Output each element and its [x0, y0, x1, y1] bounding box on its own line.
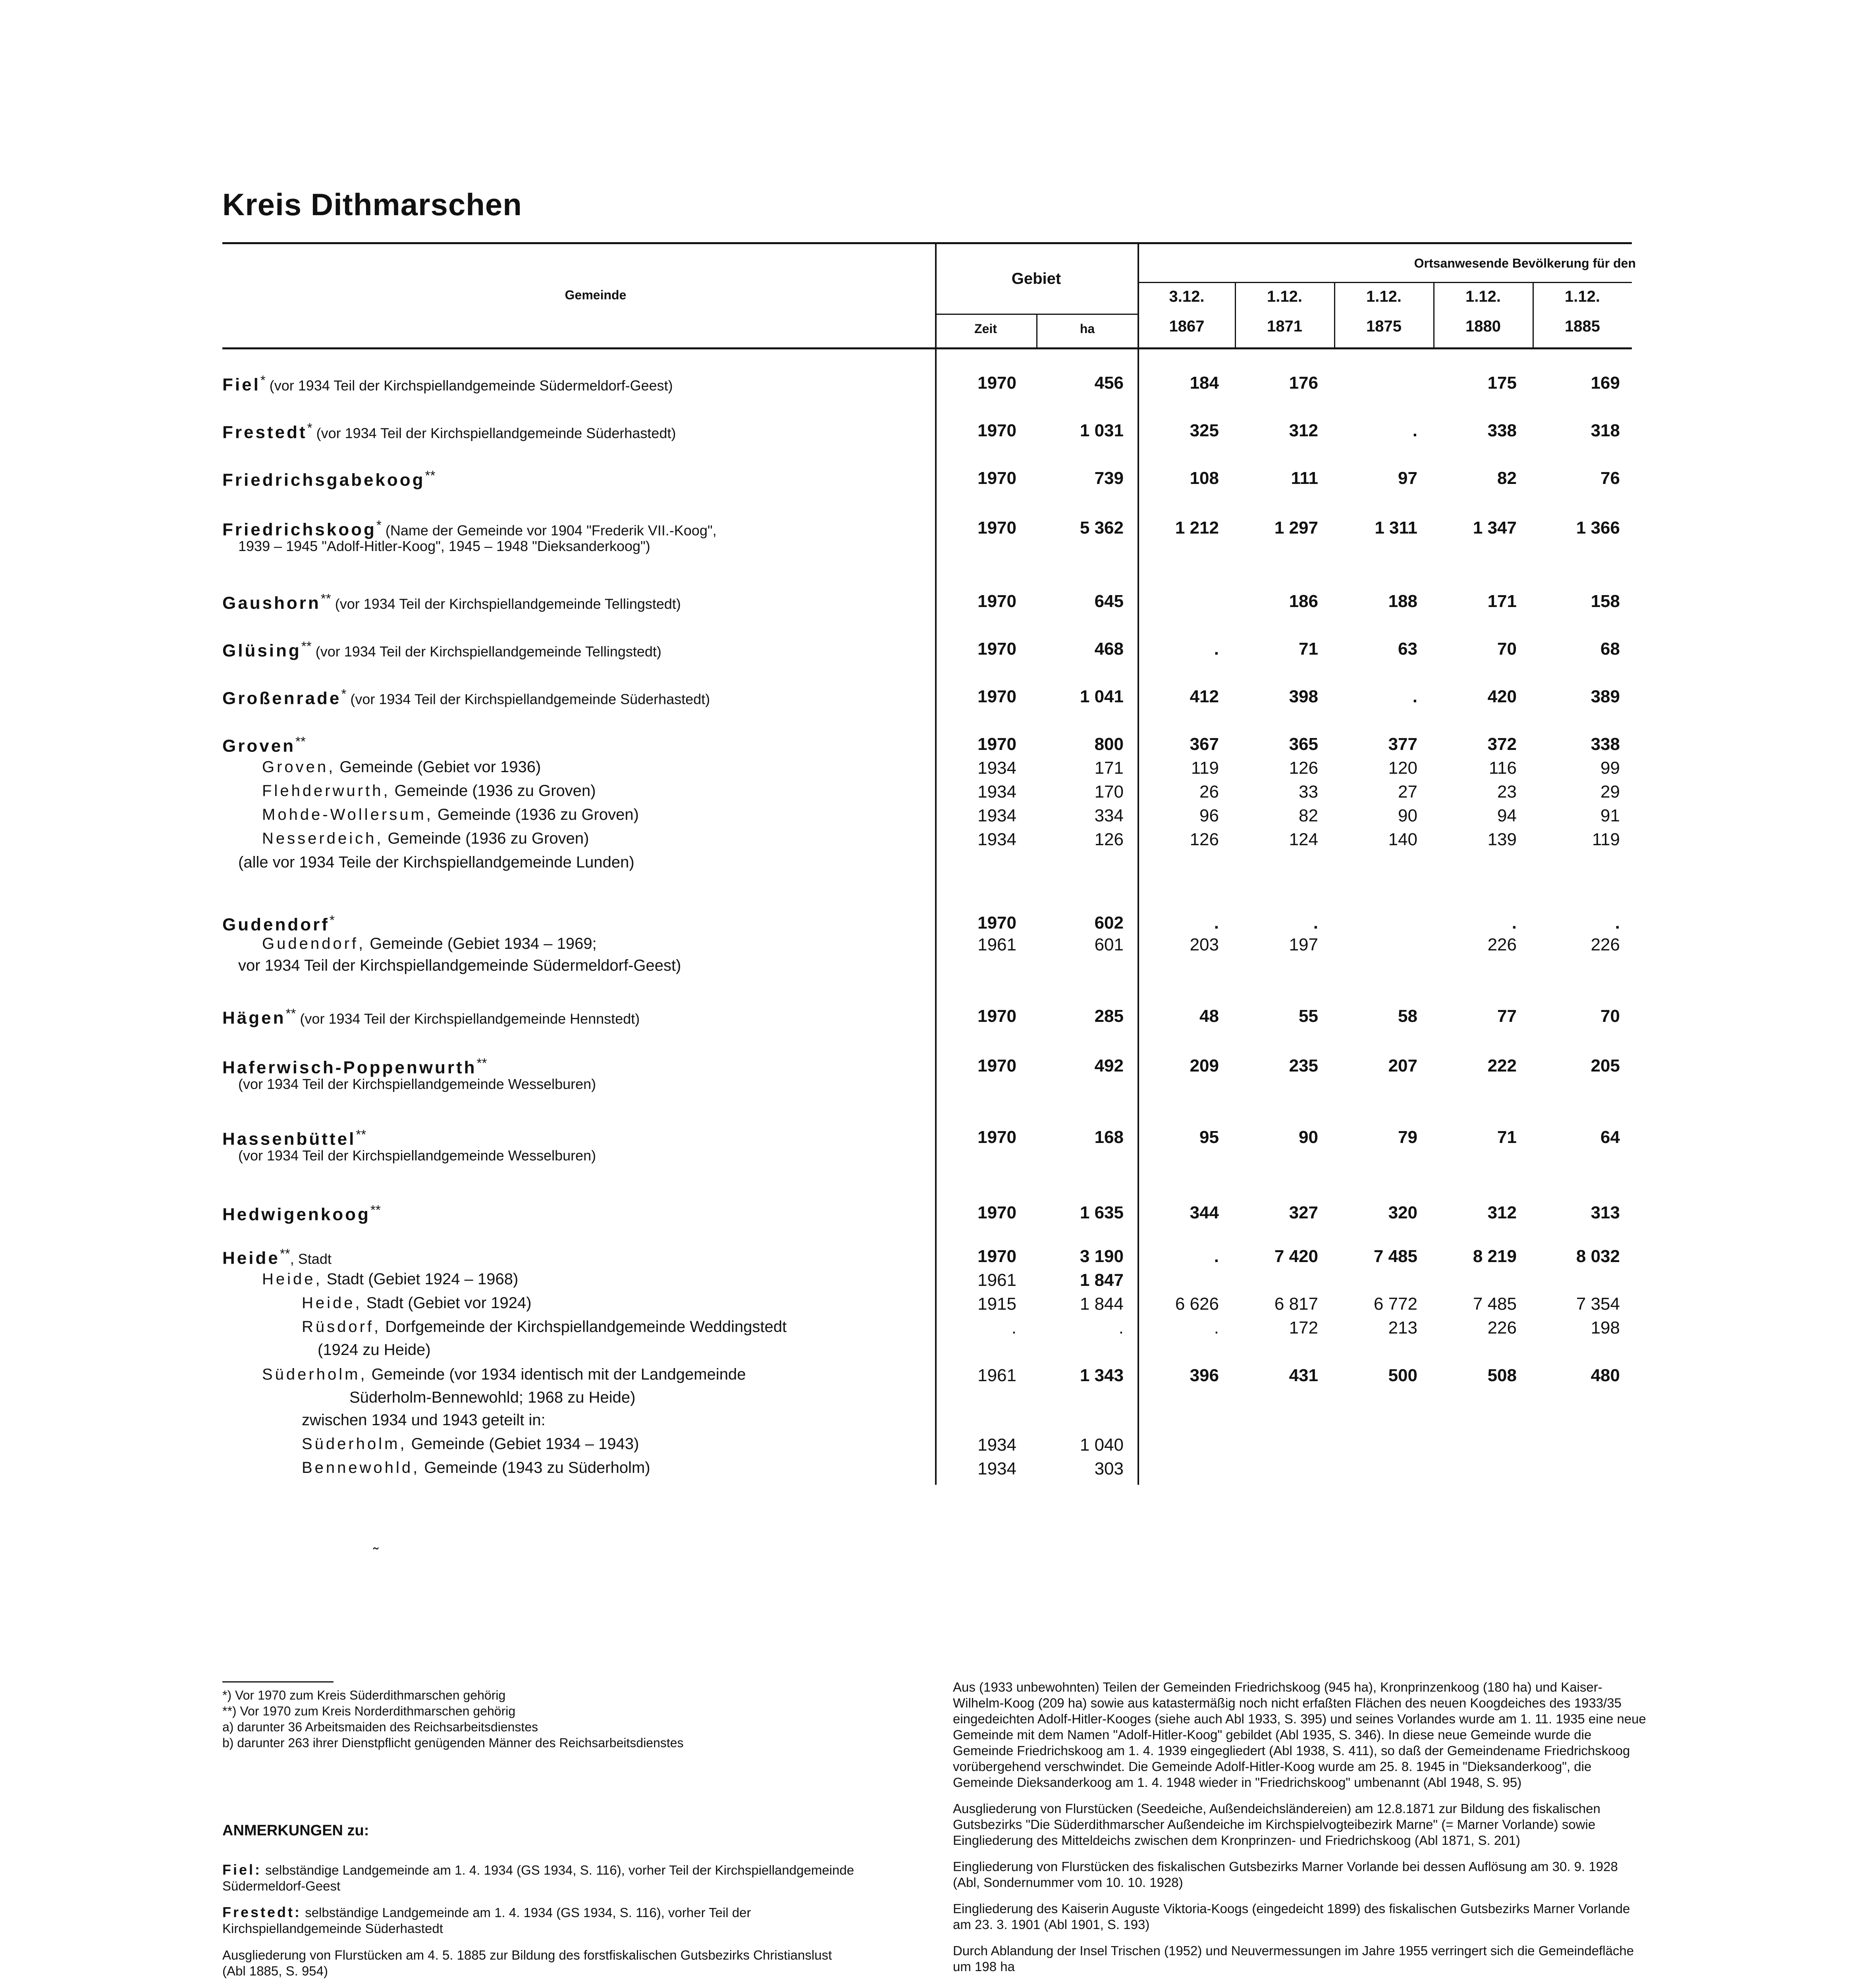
cell-zeit: 1970	[978, 687, 1016, 706]
header-bottom-rule	[222, 347, 1632, 349]
cell-ha: 5 362	[1080, 518, 1124, 538]
cell-population: 398	[1289, 687, 1318, 706]
sub-entry-name: Heide,	[302, 1294, 362, 1312]
gemeinde-note: , Stadt	[290, 1251, 332, 1267]
gemeinde-label: Gudendorf	[222, 915, 330, 935]
cell-population: 8 219	[1473, 1247, 1517, 1266]
year-1880-date: 1.12.	[1465, 288, 1501, 305]
gemeinde-label: Hedwigenkoog	[222, 1204, 370, 1224]
cell-population: 338	[1487, 421, 1517, 440]
cell-population: .	[1214, 639, 1219, 659]
cell-population: 372	[1487, 734, 1517, 754]
cell-population: .	[1214, 1247, 1219, 1266]
cell-ha: 492	[1094, 1056, 1124, 1075]
sub-cell-population: 90	[1398, 806, 1417, 825]
stray-mark: ˷	[373, 1532, 379, 1550]
sub-cell-population: 7 485	[1473, 1294, 1517, 1314]
sub-entry	[302, 1459, 650, 1477]
sub-cell-population: 226	[1487, 1318, 1517, 1337]
gemeinde-name	[222, 421, 676, 442]
cell-population: 79	[1398, 1127, 1417, 1147]
sub-entry-text: Süderholm-Bennewohld; 1968 zu Heide)	[349, 1389, 636, 1406]
sub-cell-population: 26	[1199, 782, 1219, 802]
sub-cell-population: 500	[1388, 1366, 1417, 1385]
sub-cell-zeit: 1961	[978, 935, 1016, 954]
gemeinde-mark: *	[376, 518, 382, 533]
cell-ha: 1 031	[1080, 421, 1124, 440]
sub-cell-population: 198	[1591, 1318, 1620, 1337]
gemeinde-label: Groven	[222, 736, 296, 756]
gemeinde-note: (Name der Gemeinde vor 1904 "Frederik VII.-Koog",	[381, 522, 717, 539]
sub-entry-name: Heide,	[262, 1270, 322, 1288]
sub-cell-population: 126	[1190, 830, 1219, 849]
cell-ha: 645	[1094, 592, 1124, 611]
sub-entry	[262, 1270, 518, 1288]
sub-cell-ha: 1 040	[1080, 1435, 1124, 1455]
gemeinde-note: (vor 1934 Teil der Kirchspiellandgemeinde Hennstedt)	[296, 1010, 640, 1027]
gemeinde-name	[222, 1127, 366, 1149]
note-right-paragraph: Durch Ablandung der Insel Trischen (1952) und Neuvermessungen im Jahre 1955 verringert sich die Gemeindefläche um 198 ha	[953, 1943, 1634, 1974]
footnote-2: **) Vor 1970 zum Kreis Norderdithmarschen gehörig	[222, 1704, 516, 1718]
gemeinde-mark: **	[285, 1006, 296, 1021]
gemeinde-mark: **	[476, 1056, 487, 1071]
cell-ha: 456	[1094, 373, 1124, 393]
cell-population: .	[1412, 421, 1417, 440]
sub-entry	[238, 854, 634, 871]
cell-population: .	[1313, 913, 1318, 933]
cell-population: 171	[1487, 592, 1517, 611]
sub-cell-population: 33	[1299, 782, 1318, 802]
note-text: selbständige Landgemeinde am 1. 4. 1934 (GS 1934, S. 116), vorher Teil der Kirchspiellandgemeinde Südermeldorf-Geest	[222, 1863, 854, 1893]
gemeinde-mark: *	[260, 373, 266, 388]
cell-population: 188	[1388, 592, 1417, 611]
cell-zeit: 1970	[978, 421, 1016, 440]
note-right-paragraph: Ausgliederung von Flurstücken (Seedeiche, Außendeichsländereien) am 12.8.1871 zur Bildung des fiskalischen Gutsbezirks "Die Süderdithmarscher Außendeiche im Kirchspielvogteibezirk Marne" (= Marner Vorlande) sowie Eingliederung des Mitteldeichs zwischen dem Kronprinzen- und Friedrichskoog (Abl 1871, S. 201)	[953, 1801, 1600, 1848]
note-left-paragraph	[222, 1862, 858, 1894]
year-1885-date: 1.12.	[1565, 288, 1600, 305]
footnote-rule	[222, 1681, 334, 1682]
gemeinde-note: (vor 1934 Teil der Kirchspiellandgemeinde Tellingstedt)	[311, 643, 661, 660]
sub-cell-population: 23	[1497, 782, 1517, 802]
gemeinde-label: Friedrichsgabekoog	[222, 470, 425, 490]
cell-population: 64	[1600, 1127, 1620, 1147]
sub-entry-name: Flehderwurth,	[262, 782, 390, 800]
year-1871: 1871	[1267, 318, 1302, 335]
cell-population: 235	[1289, 1056, 1318, 1075]
cell-population: 338	[1591, 734, 1620, 754]
gemeinde-label: Friedrichskoog	[222, 520, 376, 540]
sub-cell-population: 27	[1398, 782, 1417, 802]
sub-cell-zeit: 1934	[978, 1435, 1016, 1455]
sub-cell-population: 116	[1488, 758, 1517, 778]
sub-cell-population: 431	[1289, 1366, 1318, 1385]
cell-population: 108	[1190, 468, 1219, 488]
note-right-paragraph: Eingliederung von Flurstücken des fiskalischen Gutsbezirks Marner Vorlande bei dessen Auflösung am 30. 9. 1928 (Abl, Sondernummer vom 10. 10. 1928)	[953, 1859, 1618, 1890]
year-1875-date: 1.12.	[1366, 288, 1402, 305]
cell-population: 209	[1190, 1056, 1219, 1075]
sub-entry-name: Nesserdeich,	[262, 830, 384, 847]
sub-entry-name: Bennewohld,	[302, 1459, 420, 1476]
gemeinde-label: Großenrade	[222, 688, 341, 708]
sub-entry	[302, 1318, 787, 1336]
cell-population: 68	[1600, 639, 1620, 659]
gemeinde-name	[222, 518, 717, 540]
cell-population: 7 420	[1274, 1247, 1318, 1266]
cell-population: 70	[1600, 1006, 1620, 1026]
note-left-paragraph	[222, 1904, 858, 1937]
gemeinde-label: Frestedt	[222, 422, 307, 442]
sub-cell-population: 126	[1289, 758, 1318, 778]
sub-cell-population: 6 817	[1274, 1294, 1318, 1314]
cell-population: 320	[1388, 1203, 1417, 1222]
cell-zeit: 1970	[978, 592, 1016, 611]
cell-population: 367	[1190, 734, 1219, 754]
cell-population: 318	[1591, 421, 1620, 440]
sub-cell-ha: 1 844	[1080, 1294, 1124, 1314]
cell-population: 412	[1190, 687, 1219, 706]
cell-population: 420	[1487, 687, 1517, 706]
sub-cell-population: 172	[1289, 1318, 1318, 1337]
sub-cell-ha: .	[1118, 1318, 1124, 1337]
sub-entry-text: Stadt (Gebiet vor 1924)	[362, 1294, 532, 1312]
sub-entry-text: Gemeinde (Gebiet 1934 – 1969;	[365, 935, 597, 952]
sub-entry	[262, 806, 639, 824]
header-top-rule	[222, 242, 1632, 244]
note-key: Fiel:	[222, 1862, 262, 1878]
cell-zeit: 1970	[978, 1056, 1016, 1075]
years-subrule	[1138, 282, 1632, 283]
cell-population: 207	[1388, 1056, 1417, 1075]
note-right-paragraph: Eingliederung des Kaiserin Auguste Viktoria-Koogs (eingedeicht 1899) des fiskalischen Gutsbezirks Marner Vorlande am 23. 3. 1901 (Abl 1901, S. 193)	[953, 1901, 1630, 1932]
gemeinde-label: Haferwisch-Poppenwurth	[222, 1058, 477, 1077]
gemeinde-name	[222, 639, 661, 661]
cell-population: 325	[1190, 421, 1219, 440]
sub-entry-text: Dorfgemeinde der Kirchspiellandgemeinde Weddingstedt	[381, 1318, 787, 1336]
sub-entry-name: Süderholm,	[262, 1366, 367, 1383]
sub-entry-name: Gudendorf,	[262, 935, 366, 952]
cell-population: 97	[1398, 468, 1417, 488]
sub-cell-ha: 601	[1094, 935, 1124, 954]
gemeinde-note-continued: (vor 1934 Teil der Kirchspiellandgemeinde Wesselburen)	[238, 1076, 596, 1092]
sub-entry-text: Gemeinde (1936 zu Groven)	[383, 830, 589, 847]
cell-population: 8 032	[1576, 1247, 1620, 1266]
sub-cell-population: 139	[1487, 830, 1517, 849]
cell-population: 175	[1487, 373, 1517, 393]
cell-population: 48	[1199, 1006, 1219, 1026]
header-gebiet: Gebiet	[1011, 270, 1061, 287]
cell-ha: 285	[1094, 1006, 1124, 1026]
gemeinde-name	[222, 687, 710, 708]
cell-population: 327	[1289, 1203, 1318, 1222]
sub-entry-text: zwischen 1934 und 1943 geteilt in:	[302, 1411, 546, 1429]
cell-population: 63	[1398, 639, 1417, 659]
gemeinde-mark: *	[307, 421, 312, 436]
sub-cell-population: 120	[1388, 758, 1417, 778]
sub-cell-zeit: 1961	[978, 1366, 1016, 1385]
cell-zeit: 1970	[978, 518, 1016, 538]
sub-entry-name: Groven,	[262, 758, 335, 776]
sub-entry	[262, 830, 589, 848]
cell-population: .	[1412, 687, 1417, 706]
footnote-3: a) darunter 36 Arbeitsmaiden des Reichsarbeitsdienstes	[222, 1720, 538, 1734]
cell-ha: 602	[1094, 913, 1124, 933]
cell-population: 55	[1299, 1006, 1318, 1026]
sub-cell-population: 140	[1388, 830, 1417, 849]
cell-population: 377	[1388, 734, 1417, 754]
sub-cell-zeit: 1915	[978, 1294, 1016, 1314]
sub-entry-name: Rüsdorf,	[302, 1318, 381, 1336]
cell-population: 90	[1299, 1127, 1318, 1147]
sub-cell-population: 124	[1289, 830, 1318, 849]
sub-cell-population: 480	[1591, 1366, 1620, 1385]
sub-cell-population: 6 626	[1175, 1294, 1219, 1314]
note-text: Ausgliederung von Flurstücken am 4. 5. 1885 zur Bildung des forstfiskalischen Gutsbezirks Christianslust (Abl 1885, S. 954)	[222, 1948, 832, 1978]
gemeinde-name	[222, 913, 335, 935]
sub-cell-population: .	[1214, 1318, 1219, 1337]
cell-population: 1 366	[1576, 518, 1620, 538]
note-key: Frestedt:	[222, 1904, 302, 1920]
sub-cell-population: 6 772	[1373, 1294, 1417, 1314]
year-1871-date: 1.12.	[1267, 288, 1302, 305]
cell-population: 222	[1487, 1056, 1517, 1075]
cell-ha: 468	[1094, 639, 1124, 659]
cell-population: 95	[1199, 1127, 1219, 1147]
cell-population: 7 485	[1373, 1247, 1417, 1266]
sub-entry	[318, 1341, 431, 1359]
sub-cell-ha: 171	[1094, 758, 1124, 778]
cell-population: 77	[1497, 1006, 1517, 1026]
sub-cell-zeit: 1961	[978, 1270, 1016, 1290]
cell-ha: 739	[1094, 468, 1124, 488]
cell-population: 71	[1299, 639, 1318, 659]
sub-cell-ha: 334	[1094, 806, 1124, 825]
sub-cell-zeit: 1934	[978, 758, 1016, 778]
cell-population: 312	[1289, 421, 1318, 440]
gemeinde-label: Glüsing	[222, 641, 301, 661]
gemeinde-mark: **	[370, 1203, 381, 1218]
cell-population: 111	[1291, 468, 1318, 488]
gemeinde-note: (vor 1934 Teil der Kirchspiellandgemeinde Tellingstedt)	[331, 596, 681, 612]
cell-zeit: 1970	[978, 373, 1016, 393]
notes-right	[953, 1679, 1648, 1985]
cell-zeit: 1970	[978, 1006, 1016, 1026]
cell-population: 71	[1497, 1127, 1517, 1147]
sub-entry-text: Stadt (Gebiet 1924 – 1968)	[322, 1270, 519, 1288]
sub-cell-zeit: .	[1011, 1318, 1016, 1337]
gemeinde-note: (vor 1934 Teil der Kirchspiellandgemeinde Südermeldorf-Geest)	[265, 377, 673, 394]
gemeinde-mark: **	[295, 734, 306, 749]
sub-cell-population: 119	[1592, 830, 1620, 849]
cell-population: 58	[1398, 1006, 1417, 1026]
gemeinde-mark: **	[280, 1247, 290, 1261]
cell-population: 176	[1289, 373, 1318, 393]
gemeinde-note-line	[238, 1147, 596, 1164]
sub-cell-population: 226	[1487, 935, 1517, 954]
sub-cell-population: 119	[1191, 758, 1219, 778]
gemeinde-note-continued: (vor 1934 Teil der Kirchspiellandgemeinde Wesselburen)	[238, 1147, 596, 1164]
cell-ha: 1 041	[1080, 687, 1124, 706]
sub-entry	[238, 957, 681, 975]
sub-entry-text: (1924 zu Heide)	[318, 1341, 431, 1359]
gemeinde-label: Hassenbüttel	[222, 1129, 356, 1149]
sub-entry	[262, 935, 597, 953]
cell-population: 158	[1591, 592, 1620, 611]
gemeinde-name	[222, 734, 306, 756]
gemeinde-name	[222, 468, 436, 490]
sub-cell-population: 508	[1487, 1366, 1517, 1385]
sub-cell-population: 7 354	[1576, 1294, 1620, 1314]
gemeinde-mark: **	[425, 468, 436, 483]
footnote-4: b) darunter 263 ihrer Dienstpflicht genügenden Männer des Reichsarbeitsdienstes	[222, 1736, 684, 1750]
page-title: Kreis Dithmarschen	[222, 187, 522, 222]
cell-population: 1 297	[1274, 518, 1318, 538]
sub-entry-text: Gemeinde (1936 zu Groven)	[390, 782, 596, 800]
gemeinde-name	[222, 1006, 640, 1028]
gemeinde-note-line	[238, 537, 650, 555]
gemeinde-mark: **	[301, 639, 312, 654]
sub-entry-text: vor 1934 Teil der Kirchspiellandgemeinde Südermeldorf-Geest)	[238, 957, 681, 974]
sub-cell-population: 91	[1600, 806, 1620, 825]
cell-population: 70	[1497, 639, 1517, 659]
cell-population: 344	[1190, 1203, 1219, 1222]
sub-cell-population: 203	[1190, 935, 1219, 954]
notes-left	[222, 1862, 858, 1985]
sub-cell-zeit: 1934	[978, 782, 1016, 802]
sub-cell-ha: 303	[1094, 1459, 1124, 1478]
gemeinde-name	[222, 1247, 332, 1268]
header-zeit: Zeit	[974, 322, 997, 336]
cell-population: .	[1214, 913, 1219, 933]
sub-entry-name: Mohde-Wollersum,	[262, 806, 433, 823]
cell-zeit: 1970	[978, 1203, 1016, 1222]
sub-cell-ha: 170	[1094, 782, 1124, 802]
sub-cell-population: 396	[1190, 1366, 1219, 1385]
cell-zeit: 1970	[978, 639, 1016, 659]
cell-population: 1 311	[1375, 518, 1417, 538]
cell-ha: 1 635	[1080, 1203, 1124, 1222]
gemeinde-note: (vor 1934 Teil der Kirchspiellandgemeinde Süderhastedt)	[312, 425, 676, 441]
cell-population: 76	[1600, 468, 1620, 488]
sub-cell-population: 226	[1591, 935, 1620, 954]
sub-entry-text: Gemeinde (vor 1934 identisch mit der Landgemeinde	[367, 1366, 746, 1383]
cell-ha: 168	[1094, 1127, 1124, 1147]
sub-entry	[302, 1411, 546, 1429]
sub-cell-ha: 1 343	[1080, 1366, 1124, 1385]
cell-population: 1 212	[1175, 518, 1219, 538]
note-text: selbständige Landgemeinde am 1. 4. 1934 (GS 1934, S. 116), vorher Teil der Kirchspiellandgemeinde Süderhastedt	[222, 1905, 751, 1936]
header-bevoelkerung: Ortsanwesende Bevölkerung für den	[1414, 256, 1636, 270]
gemeinde-note-line	[238, 1075, 596, 1093]
cell-population: 312	[1487, 1203, 1517, 1222]
gemeinde-name	[222, 1056, 487, 1077]
cell-population: 389	[1591, 687, 1620, 706]
sub-cell-population: 96	[1199, 806, 1219, 825]
sub-entry-text: (alle vor 1934 Teile der Kirchspiellandgemeinde Lunden)	[238, 854, 634, 871]
cell-population: 205	[1591, 1056, 1620, 1075]
sub-cell-ha: 1 847	[1080, 1270, 1124, 1290]
sub-entry-text: Gemeinde (1943 zu Süderholm)	[420, 1459, 650, 1476]
year-1875: 1875	[1366, 318, 1402, 335]
header-ha: ha	[1080, 322, 1095, 336]
note-left-paragraph	[222, 1947, 858, 1979]
year-1867-date: 3.12.	[1169, 288, 1205, 305]
sub-entry-name: Süderholm,	[302, 1435, 407, 1453]
cell-population: .	[1615, 913, 1620, 933]
sub-cell-population: 99	[1600, 758, 1620, 778]
sub-cell-zeit: 1934	[978, 830, 1016, 849]
note-right-paragraph: Aus (1933 unbewohnten) Teilen der Gemeinden Friedrichskoog (945 ha), Kronprinzenkoog (180 ha) und Kaiser-Wilhelm-Koog (209 ha) sowie aus katastermäßig noch nicht erfaßten Flächen des neuen Koogdeiches des 1933/35 eingedeichten Adolf-Hitler-Kooges (siehe auch Abl 1933, S. 395) und seines Vorlandes wurde am 1. 11. 1935 eine neue Gemeinde mit dem Namen "Adolf-Hitler-Koog" gebildet (Abl 1935, S. 346). In diese neue Gemeinde wurde die Gemeinde Friedrichskoog am 1. 4. 1939 eingegliedert (Abl 1938, S. 411), so daß der Gemeindename Friedrichskoog vorübergehend verschwindet. Die Gemeinde Adolf-Hitler-Koog wurde am 25. 8. 1945 in "Dieksanderkoog", die Gemeinde Dieksanderkoog am 1. 4. 1948 wieder in "Friedrichskoog" umbenannt (Abl 1948, S. 95)	[953, 1680, 1646, 1790]
cell-zeit: 1970	[978, 1247, 1016, 1266]
sub-cell-population: 82	[1299, 806, 1318, 825]
year-1880: 1880	[1465, 318, 1501, 335]
gemeinde-name	[222, 592, 681, 613]
anmerkungen-heading: ANMERKUNGEN zu:	[222, 1822, 369, 1839]
cell-population: .	[1512, 913, 1517, 933]
sub-cell-population: 213	[1388, 1318, 1417, 1337]
gemeinde-label: Hägen	[222, 1008, 286, 1028]
gemeinde-label: Fiel	[222, 375, 260, 395]
gemeinde-mark: *	[341, 687, 347, 701]
header-gemeinde: Gemeinde	[565, 288, 627, 302]
sub-entry	[349, 1389, 635, 1407]
cell-population: 365	[1289, 734, 1318, 754]
cell-zeit: 1970	[978, 1127, 1016, 1147]
cell-population: 313	[1591, 1203, 1620, 1222]
gemeinde-note-continued: 1939 – 1945 "Adolf-Hitler-Koog", 1945 – 1948 "Dieksanderkoog")	[238, 538, 650, 554]
gemeinde-name	[222, 1203, 381, 1224]
cell-ha: 800	[1094, 734, 1124, 754]
sub-cell-population: 197	[1289, 935, 1318, 954]
sub-entry-text: Gemeinde (Gebiet 1934 – 1943)	[407, 1435, 639, 1453]
gemeinde-note: (vor 1934 Teil der Kirchspiellandgemeinde Süderhastedt)	[346, 691, 710, 707]
cell-population: 186	[1289, 592, 1318, 611]
sub-entry	[262, 782, 596, 800]
gemeinde-label: Heide	[222, 1248, 280, 1268]
sub-entry	[262, 1366, 746, 1384]
cell-zeit: 1970	[978, 734, 1016, 754]
cell-zeit: 1970	[978, 468, 1016, 488]
sub-cell-zeit: 1934	[978, 806, 1016, 825]
sub-cell-ha: 126	[1094, 830, 1124, 849]
sub-entry	[262, 758, 541, 776]
footnote-1: *) Vor 1970 zum Kreis Süderdithmarschen gehörig	[222, 1688, 506, 1702]
gemeinde-mark: **	[356, 1127, 366, 1142]
cell-population: 1 347	[1473, 518, 1517, 538]
gemeinde-name	[222, 373, 673, 395]
year-1867: 1867	[1169, 318, 1205, 335]
cell-population: 169	[1591, 373, 1620, 393]
sub-entry-text: Gemeinde (Gebiet vor 1936)	[335, 758, 541, 776]
sub-entry	[302, 1294, 532, 1312]
sub-cell-zeit: 1934	[978, 1459, 1016, 1478]
sub-entry-text: Gemeinde (1936 zu Groven)	[433, 806, 639, 823]
gemeinde-label: Gaushorn	[222, 593, 321, 613]
sub-cell-population: 94	[1497, 806, 1517, 825]
gemeinde-mark: *	[329, 913, 335, 928]
sub-cell-population: 29	[1600, 782, 1620, 802]
cell-population: 184	[1190, 373, 1219, 393]
gemeinde-mark: **	[320, 592, 331, 606]
cell-population: 82	[1497, 468, 1517, 488]
year-1885: 1885	[1565, 318, 1600, 335]
cell-ha: 3 190	[1080, 1247, 1124, 1266]
cell-zeit: 1970	[978, 913, 1016, 933]
sub-entry	[302, 1435, 639, 1453]
